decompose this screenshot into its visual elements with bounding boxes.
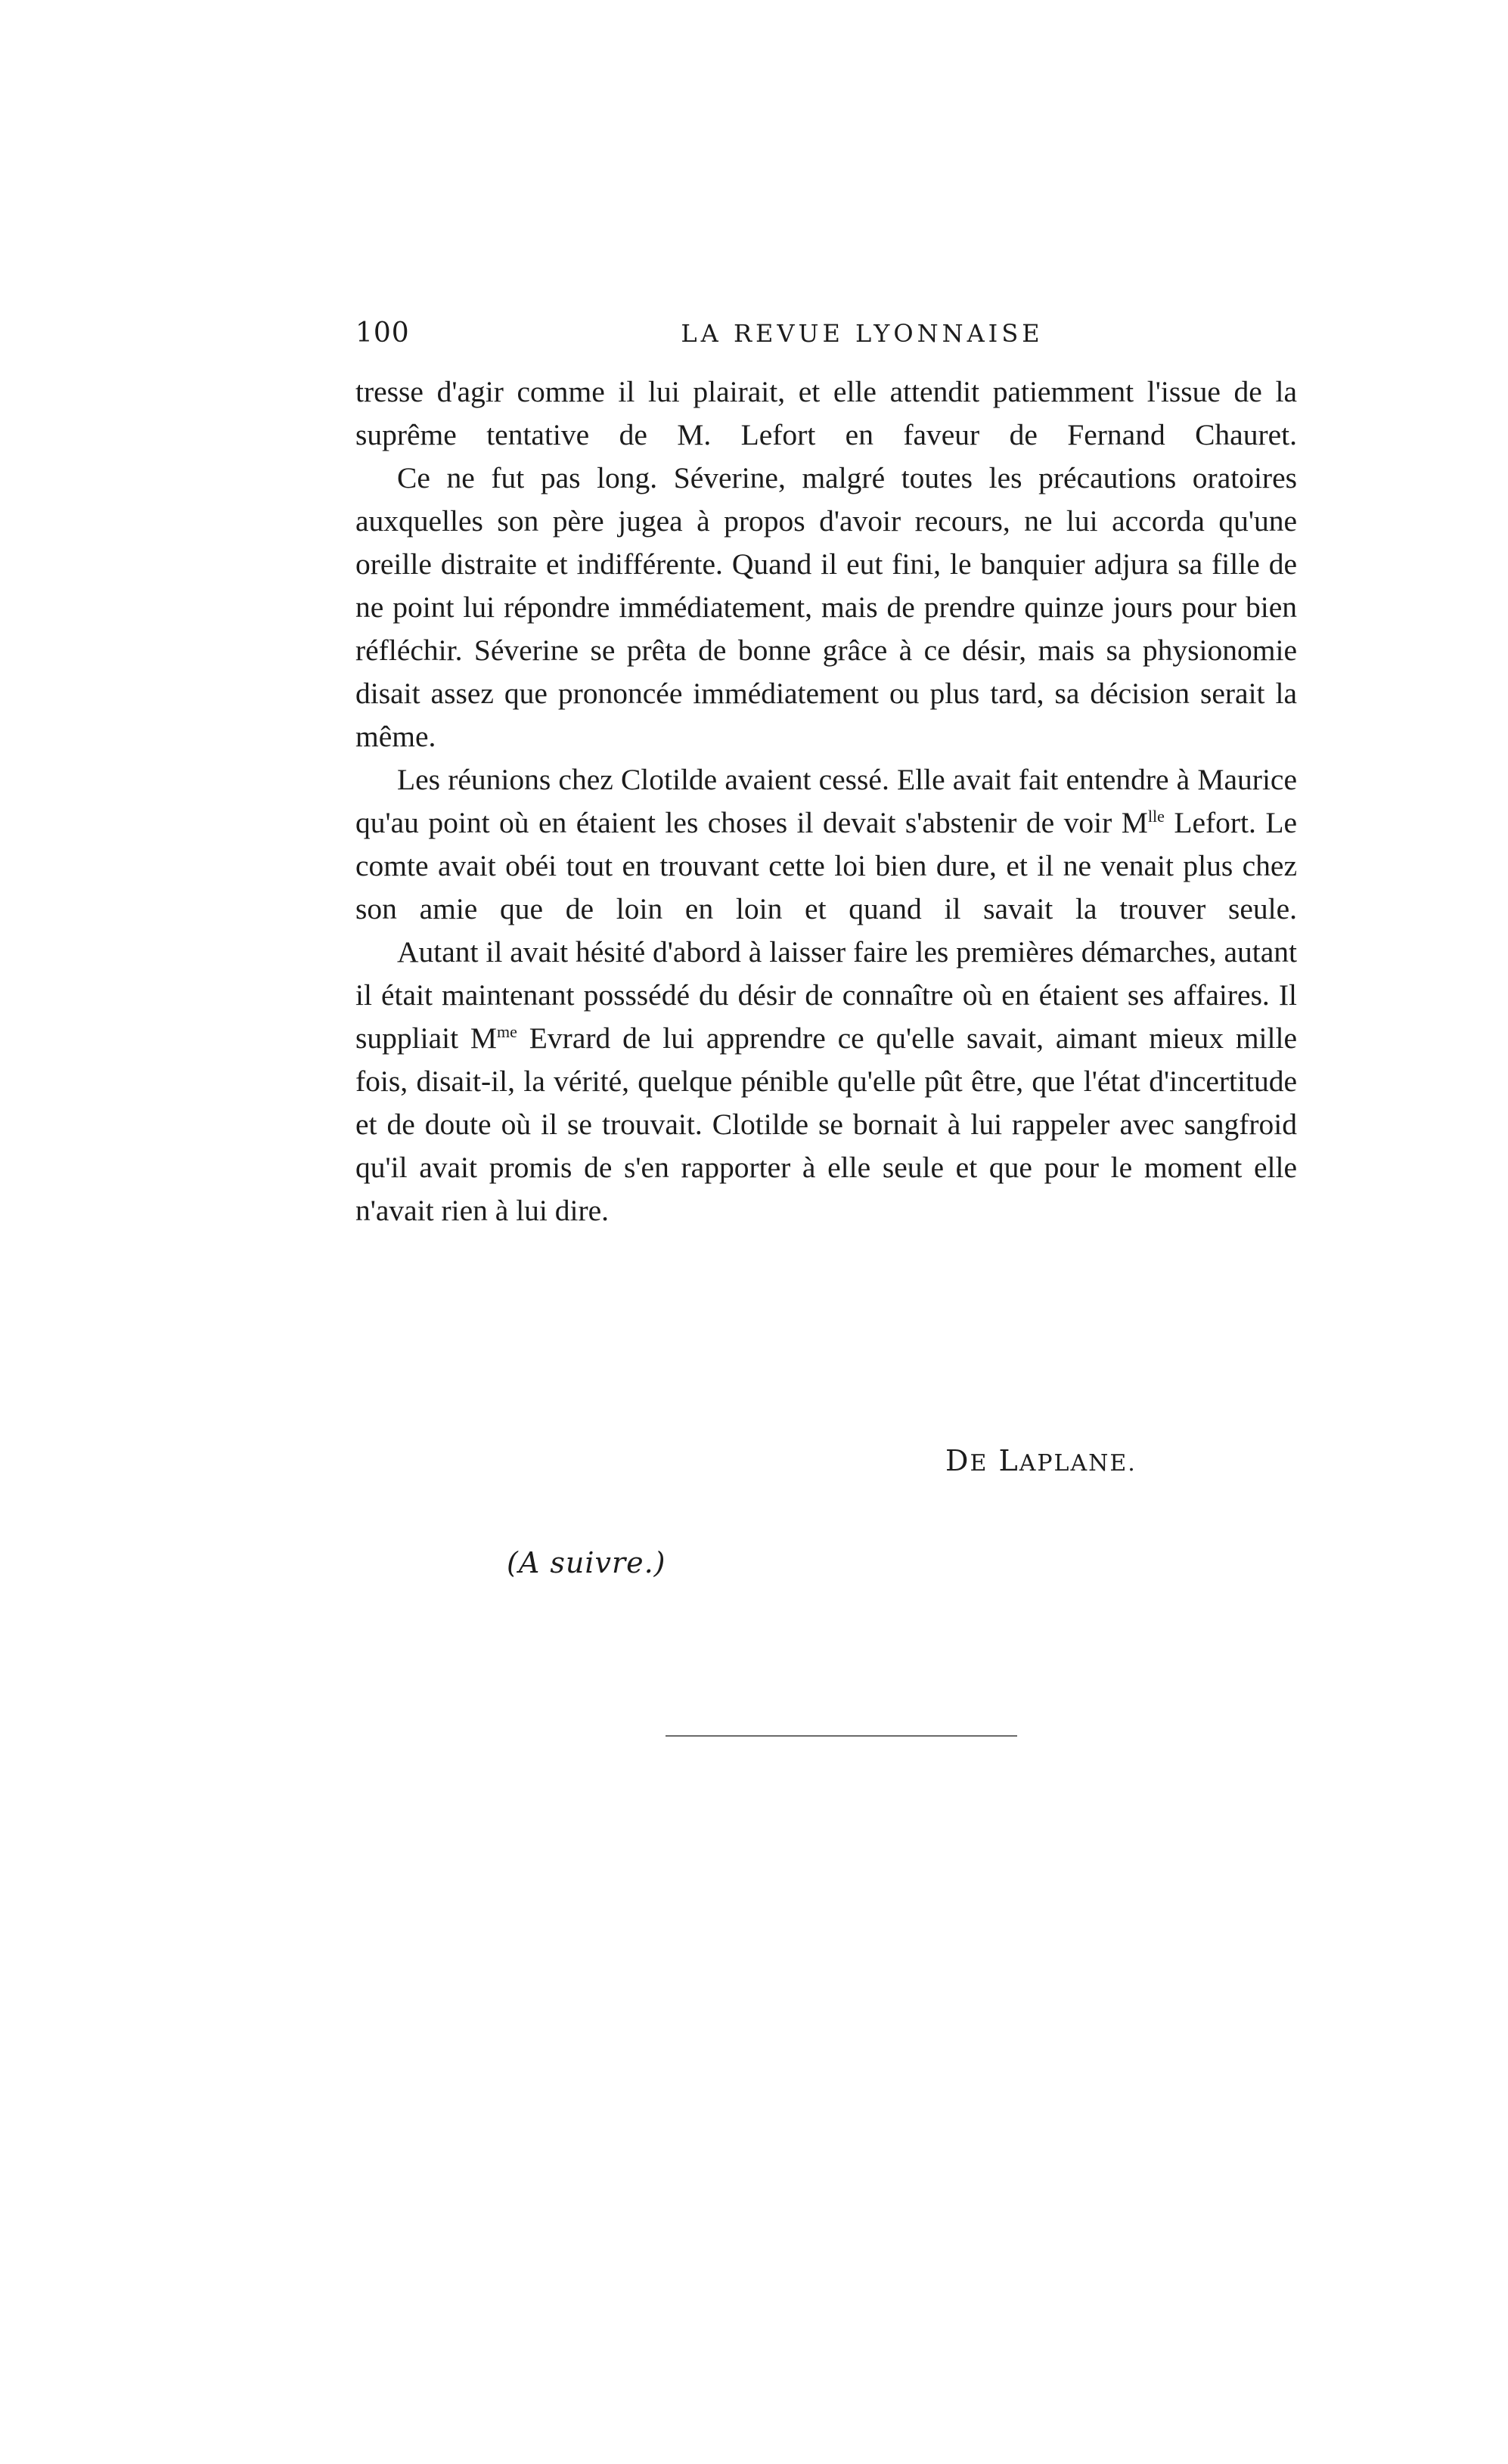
signature-initial-1: D bbox=[945, 1444, 970, 1477]
paragraph-3-text-before: Les réunions chez Clotilde avaient cessé. Elle avait fait entendre à Maurice qu'au point où en étaient les choses il devait s'abstenir de voir M bbox=[355, 763, 1297, 839]
paragraph-3-superscript: lle bbox=[1147, 807, 1165, 826]
signature-rest-1: E bbox=[970, 1450, 988, 1477]
paragraph-4-text-after: Evrard de lui apprendre ce qu'elle savait, aimant mieux mille fois, disait-il, la vérité, quelque pénible qu'elle pût être, que l'état d'incertitude et de doute où il se trouvait. Clotilde se bornait à lui rappeler avec sangfroid qu'il avait promis de s'en rapporter à elle seule et que pour le moment elle n'avait rien à lui dire. bbox=[355, 1021, 1297, 1227]
paragraph-4-superscript: me bbox=[497, 1022, 517, 1041]
end-rule bbox=[666, 1735, 1017, 1737]
paragraph-3 bbox=[355, 758, 1297, 931]
author-signature bbox=[945, 1444, 1137, 1477]
signature-initial-2: L bbox=[998, 1444, 1019, 1477]
body-text bbox=[355, 370, 1297, 1232]
signature-rest-2: APLANE. bbox=[1019, 1450, 1137, 1477]
paragraph-4 bbox=[355, 931, 1297, 1232]
to-be-continued-note: (A suivre.) bbox=[507, 1546, 666, 1579]
running-title: LA REVUE LYONNAISE bbox=[681, 319, 1044, 348]
paragraph-3-text-after: Lefort. Le comte avait obéi tout en trouvant cette loi bien dure, et il ne venait plus chez son amie que de loin en loin et quand il savait la trouver seule. bbox=[355, 806, 1298, 925]
paragraph-4-text-before: Autant il avait hésité d'abord à laisser faire les premières démarches, autant il était maintenant posssédé du désir de connaître où en étaient ses affaires. Il suppliait M bbox=[355, 935, 1297, 1055]
paragraph-2: Ce ne fut pas long. Séverine, malgré toutes les précautions oratoires auxquelles son père jugea à propos d'avoir recours, ne lui accorda qu'une oreille distraite et indifférente. Quand il eut fini, le banquier adjura sa fille de ne point lui répondre immédiatement, mais de prendre quinze jours pour bien réfléchir. Séverine se prêta de bonne grâce à ce désir, mais sa physionomie disait assez que prononcée immédiatement ou plus tard, sa décision serait la même. bbox=[355, 461, 1297, 753]
page-number: 100 bbox=[355, 318, 410, 349]
page-header bbox=[355, 318, 1293, 355]
paragraph-1: tresse d'agir comme il lui plairait, et elle attendit patiemment l'issue de la suprême tentative de M. Lefort en faveur de Fernand Chauret. bbox=[355, 375, 1297, 451]
